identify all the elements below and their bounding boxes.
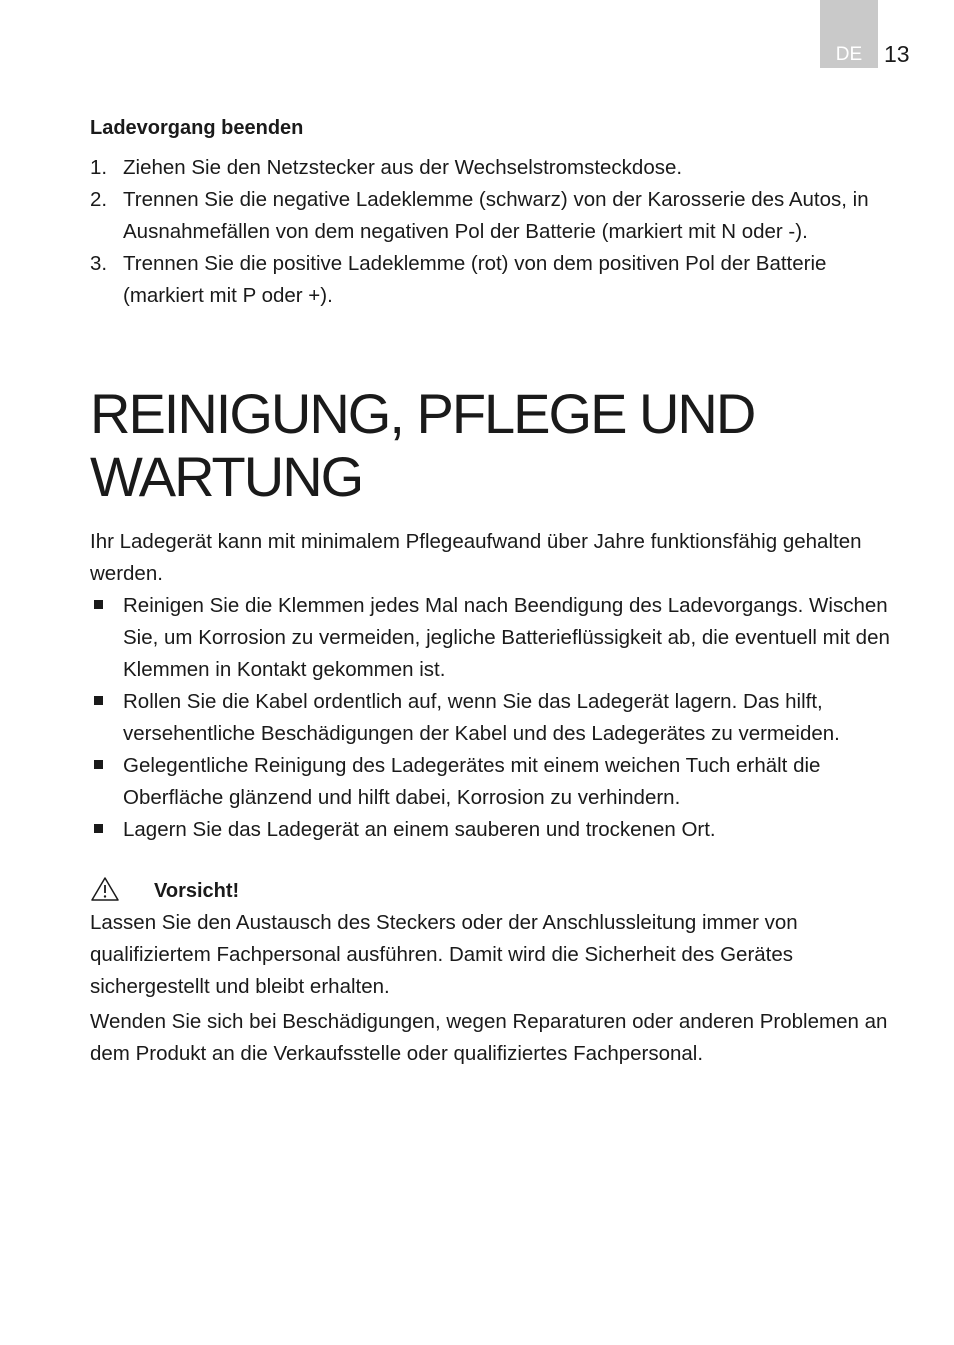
page-title: REINIGUNG, PFLEGE UND WARTUNG bbox=[90, 382, 755, 508]
list-item bbox=[90, 248, 905, 312]
caution-paragraph: Lassen Sie den Austausch des Steckers oder der Anschlussleitung immer von qualifiziertem Fachpersonal ausführen. Damit wird die Sicherheit des Gerätes sichergestellt und bleibt erhalten. bbox=[90, 911, 798, 998]
list-item bbox=[90, 686, 905, 750]
square-bullet-icon bbox=[94, 600, 103, 609]
caution-paragraph: Wenden Sie sich bei Beschädigungen, wegen Reparaturen oder anderen Problemen an dem Produkt an die Verkaufsstelle oder qualifiziertes Fachpersonal. bbox=[90, 1010, 888, 1065]
list-item bbox=[90, 184, 905, 248]
step-text: Trennen Sie die negative Ladeklemme (schwarz) von der Karosserie des Autos, in Ausnahmefällen von dem negativen Pol der Batterie (markiert mit N oder -). bbox=[123, 188, 869, 243]
language-label: DE bbox=[835, 44, 863, 65]
care-bullets bbox=[90, 590, 905, 846]
step-text: Ziehen Sie den Netzstecker aus der Wechselstromsteckdose. bbox=[123, 156, 683, 179]
end-charging-heading: Ladevorgang beenden bbox=[90, 117, 304, 139]
square-bullet-icon bbox=[94, 760, 103, 769]
page-number: 13 bbox=[884, 41, 910, 67]
care-intro: Ihr Ladegerät kann mit minimalem Pflegeaufwand über Jahre funktionsfähig gehalten werden. bbox=[90, 530, 862, 585]
square-bullet-icon bbox=[94, 696, 103, 705]
end-charging-steps bbox=[90, 152, 905, 312]
list-item bbox=[90, 590, 905, 686]
warning-triangle-icon bbox=[90, 876, 120, 902]
list-item bbox=[90, 152, 905, 184]
list-item bbox=[90, 814, 905, 846]
square-bullet-icon bbox=[94, 824, 103, 833]
caution-header bbox=[90, 876, 490, 906]
step-number: 2. bbox=[90, 188, 108, 211]
caution-label: Vorsicht! bbox=[154, 880, 240, 902]
bullet-text: Rollen Sie die Kabel ordentlich auf, wenn Sie das Ladegerät lagern. Das hilft, versehentliche Beschädigungen der Kabel und des Ladegerätes zu vermeiden. bbox=[123, 690, 840, 745]
language-tab bbox=[820, 0, 878, 68]
step-number: 1. bbox=[90, 156, 108, 179]
step-number: 3. bbox=[90, 252, 108, 275]
bullet-text: Lagern Sie das Ladegerät an einem sauberen und trockenen Ort. bbox=[123, 818, 716, 841]
bullet-text: Reinigen Sie die Klemmen jedes Mal nach Beendigung des Ladevorgangs. Wischen Sie, um Korrosion zu vermeiden, jegliche Batterieflüssigkeit ab, die eventuell mit den Klemmen in Kontakt gekommen ist. bbox=[123, 594, 890, 681]
step-text: Trennen Sie die positive Ladeklemme (rot) von dem positiven Pol der Batterie (markiert mit P oder +). bbox=[123, 252, 827, 307]
bullet-text: Gelegentliche Reinigung des Ladegerätes mit einem weichen Tuch erhält die Oberfläche glänzend und hilft dabei, Korrosion zu verhindern. bbox=[123, 754, 821, 809]
list-item bbox=[90, 750, 905, 814]
